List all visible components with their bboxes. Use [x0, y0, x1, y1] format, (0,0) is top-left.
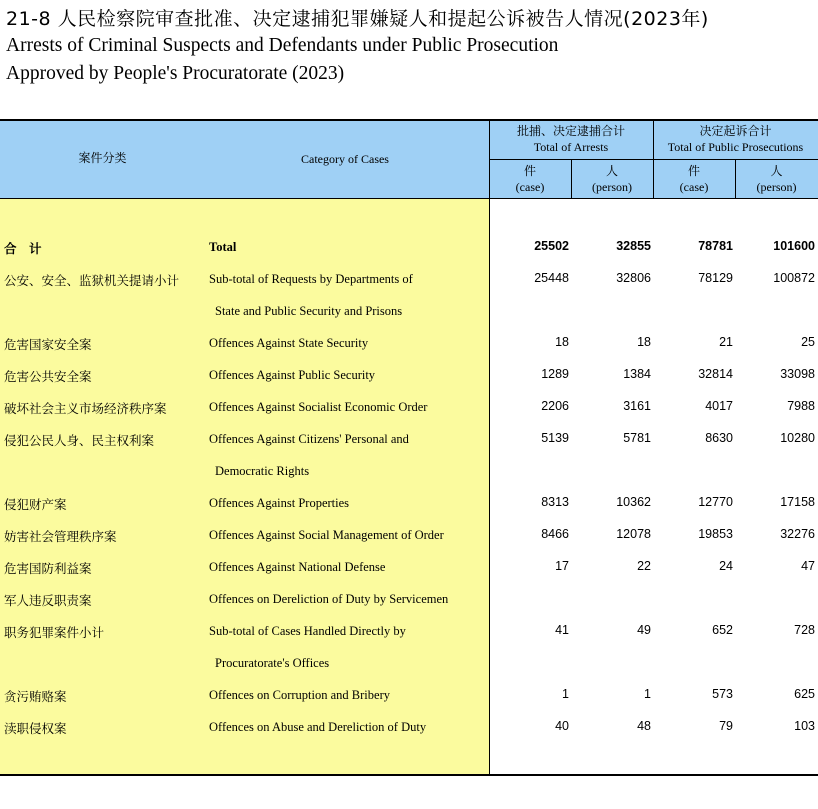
- arrests-cases: 1: [562, 687, 569, 701]
- header-prosecutions-person-cn: 人: [770, 164, 783, 178]
- table-row-continuation: [0, 456, 818, 488]
- table-row: [0, 360, 818, 392]
- row-category-cn: 破坏社会主义市场经济秩序案: [4, 401, 167, 416]
- prosecutions-persons: 103: [794, 719, 815, 733]
- arrests-persons: 3161: [623, 399, 651, 413]
- arrests-persons: 1384: [623, 367, 651, 381]
- title-english-line1: Arrests of Criminal Suspects and Defendants under Public Prosecution: [6, 35, 559, 56]
- arrests-cases: 17: [555, 559, 569, 573]
- arrests-cases: 41: [555, 623, 569, 637]
- table-row: [0, 680, 818, 712]
- table-row: [0, 264, 818, 296]
- divider-header-levels: [489, 159, 818, 160]
- arrests-cases: 40: [555, 719, 569, 733]
- header-prosecutions-en: Total of Public Prosecutions: [667, 140, 804, 154]
- row-category-cn: 职务犯罪案件小计: [4, 625, 105, 640]
- arrests-persons: 22: [637, 559, 651, 573]
- header-prosecutions-cn: 决定起诉合计: [699, 124, 772, 138]
- arrests-cases: 2206: [541, 399, 569, 413]
- row-category-cn: 危害公共安全案: [4, 369, 92, 384]
- table-row: [0, 328, 818, 360]
- prosecutions-persons: 101600: [773, 239, 815, 253]
- row-category-en: Procuratorate's Offices: [215, 656, 330, 670]
- prosecutions-cases: 12770: [698, 495, 733, 509]
- header-prosecutions-case-en: (case): [679, 180, 709, 194]
- table-title: [6, 6, 709, 88]
- row-category-en: Offences Against State Security: [209, 336, 369, 350]
- prosecutions-persons: 625: [794, 687, 815, 701]
- row-category-en: Offences on Corruption and Bribery: [209, 688, 390, 702]
- table-bottom-rule: [0, 774, 818, 776]
- arrests-persons: 49: [637, 623, 651, 637]
- row-category-en: Offences Against Properties: [209, 496, 350, 510]
- arrests-persons: 48: [637, 719, 651, 733]
- table-row: [0, 392, 818, 424]
- statistics-table: [0, 119, 818, 776]
- table-row-total: [0, 232, 818, 264]
- arrests-cases: 8466: [541, 527, 569, 541]
- row-category-cn: 妨害社会管理秩序案: [4, 529, 117, 544]
- table-row-continuation: [0, 648, 818, 680]
- header-arrests-person-en: (person): [592, 180, 632, 194]
- arrests-cases: 25502: [534, 239, 569, 253]
- arrests-persons: 32855: [616, 239, 651, 253]
- arrests-cases: 8313: [541, 495, 569, 509]
- arrests-cases: 18: [555, 335, 569, 349]
- header-prosecutions-person-en: (person): [756, 180, 797, 194]
- row-category-en: Offences Against Socialist Economic Order: [209, 400, 428, 414]
- prosecutions-cases: 652: [712, 623, 733, 637]
- row-category-en: Democratic Rights: [215, 464, 310, 478]
- prosecutions-cases: 19853: [698, 527, 733, 541]
- table-row: [0, 712, 818, 744]
- header-arrests-cn: 批捕、决定逮捕合计: [516, 124, 625, 138]
- row-category-cn: 合 计: [4, 241, 42, 256]
- arrests-persons: 32806: [616, 271, 651, 285]
- prosecutions-persons: 728: [794, 623, 815, 637]
- arrests-cases: 1289: [541, 367, 569, 381]
- row-category-cn: 军人违反职责案: [4, 593, 92, 608]
- prosecutions-persons: 33098: [780, 367, 815, 381]
- prosecutions-cases: 32814: [698, 367, 733, 381]
- prosecutions-cases: 24: [719, 559, 733, 573]
- prosecutions-persons: 32276: [780, 527, 815, 541]
- prosecutions-cases: 8630: [705, 431, 733, 445]
- row-category-en: Offences Against Citizens' Personal and: [209, 432, 409, 446]
- row-category-cn: 危害国防利益案: [4, 561, 92, 576]
- header-prosecutions-case-cn: 件: [687, 164, 700, 178]
- prosecutions-cases: 4017: [705, 399, 733, 413]
- row-category-cn: 侵犯公民人身、民主权利案: [4, 433, 155, 448]
- table-row-continuation: [0, 296, 818, 328]
- arrests-persons: 18: [637, 335, 651, 349]
- table-row: [0, 552, 818, 584]
- prosecutions-persons: 17158: [780, 495, 815, 509]
- row-category-en: Sub-total of Requests by Departments of: [209, 272, 413, 286]
- arrests-persons: 5781: [623, 431, 651, 445]
- row-category-cn: 危害国家安全案: [4, 337, 92, 352]
- row-category-en: State and Public Security and Prisons: [215, 304, 403, 318]
- prosecutions-persons: 25: [801, 335, 815, 349]
- title-chinese: 21-8 人民检察院审查批准、决定逮捕犯罪嫌疑人和提起公诉被告人情况(2023年): [6, 8, 709, 30]
- row-category-en: Offences Against Social Management of Order: [209, 528, 444, 542]
- table-row: [0, 616, 818, 648]
- prosecutions-cases: 573: [712, 687, 733, 701]
- prosecutions-persons: 100872: [773, 271, 815, 285]
- row-category-cn: 侵犯财产案: [4, 497, 67, 512]
- prosecutions-cases: 21: [719, 335, 733, 349]
- arrests-persons: 12078: [616, 527, 651, 541]
- row-category-en: Offences on Dereliction of Duty by Servicemen: [209, 592, 449, 606]
- prosecutions-cases: 78781: [698, 239, 733, 253]
- header-arrests-case-cn: 件: [523, 164, 536, 178]
- title-english-line2: Approved by People's Procuratorate (2023): [6, 63, 345, 84]
- header-category-en: Category of Cases: [301, 152, 389, 166]
- header-arrests-person-cn: 人: [605, 164, 618, 178]
- table-row: [0, 584, 818, 616]
- prosecutions-persons: 7988: [787, 399, 815, 413]
- row-category-cn: 渎职侵权案: [4, 721, 67, 736]
- row-category-cn: 贪污贿赂案: [4, 689, 67, 704]
- row-category-en: Offences on Abuse and Dereliction of Duty: [209, 720, 427, 734]
- row-category-cn: 公安、安全、监狱机关提请小计: [4, 273, 180, 288]
- prosecutions-cases: 78129: [698, 271, 733, 285]
- header-arrests-en: Total of Arrests: [533, 140, 609, 154]
- prosecutions-cases: 79: [719, 719, 733, 733]
- row-category-en: Offences Against Public Security: [209, 368, 376, 382]
- table-row: [0, 488, 818, 520]
- row-category-en: Sub-total of Cases Handled Directly by: [209, 624, 406, 638]
- arrests-persons: 1: [644, 687, 651, 701]
- table-row: [0, 424, 818, 456]
- arrests-cases: 25448: [534, 271, 569, 285]
- row-category-en: Total: [209, 240, 237, 254]
- arrests-persons: 10362: [616, 495, 651, 509]
- table-row: [0, 520, 818, 552]
- prosecutions-persons: 47: [801, 559, 815, 573]
- arrests-cases: 5139: [541, 431, 569, 445]
- header-arrests-case-en: (case): [515, 180, 545, 194]
- row-category-en: Offences Against National Defense: [209, 560, 386, 574]
- prosecutions-persons: 10280: [780, 431, 815, 445]
- header-category-cn: 案件分类: [78, 151, 127, 165]
